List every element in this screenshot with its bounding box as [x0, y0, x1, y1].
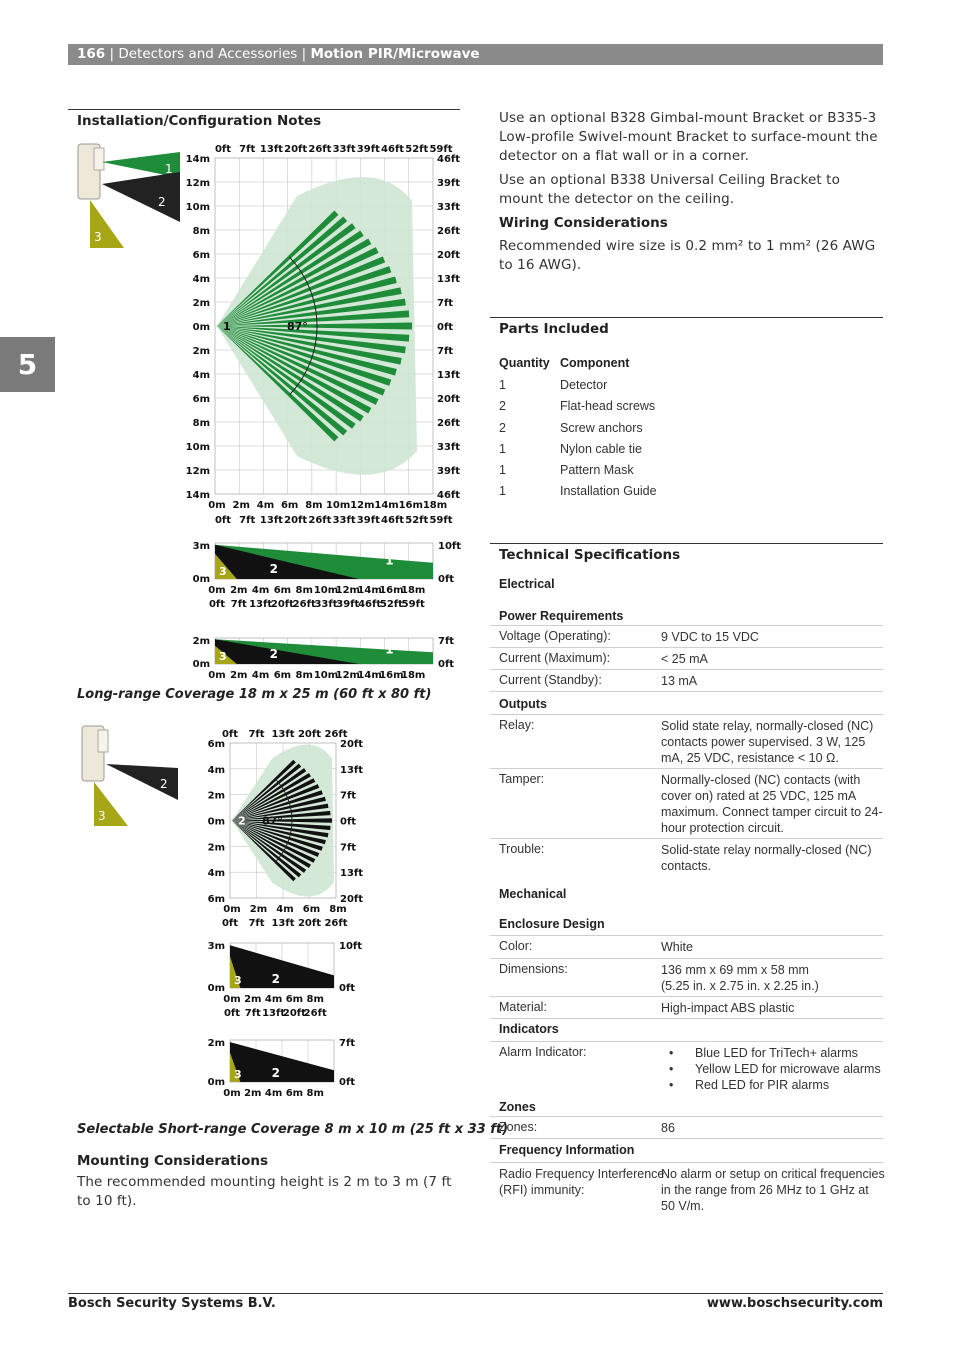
side-m-tick: 12m: [335, 585, 360, 596]
bracket-paragraph-1: Use an optional B328 Gimbal-mount Bracket or B335-3 Low-profile Swivel-mount Bracket to surface-mount the detector on a flat wall or in a corner.: [499, 110, 878, 164]
side-zone-3-label: 3: [234, 1068, 242, 1081]
ft-top-tick: 0ft: [221, 729, 239, 740]
side-m-tick: 6m: [285, 1088, 304, 1099]
ft-bottom-tick: 59ft: [429, 515, 453, 526]
product-name: Motion PIR/Microwave: [310, 46, 480, 62]
origin-zone-label: 2: [238, 814, 246, 828]
short-range-side-view-1: [208, 941, 363, 1019]
y-ft-tick: 20ft: [437, 250, 461, 261]
y-m-tick: 14m: [185, 154, 210, 165]
m-bottom-tick: 12m: [350, 500, 375, 511]
side-m-tick: 8m: [306, 1088, 324, 1099]
side-m-tick: 6m: [273, 670, 292, 681]
side-m-tick: 4m: [264, 994, 283, 1005]
m-bottom-tick: 18m: [422, 500, 448, 511]
y-ft-tick: 7ft: [340, 790, 357, 802]
parts-rule: [490, 317, 883, 318]
y-m-tick: 14m: [185, 490, 210, 501]
y-ft-tick: 13ft: [437, 274, 461, 285]
voltage-label: Voltage (Operating):: [499, 629, 611, 643]
material-label: Material:: [499, 1000, 547, 1014]
rfi-label: [499, 1166, 664, 1198]
y-ft-tick: 26ft: [437, 226, 461, 237]
side-ft-top: 7ft: [438, 636, 455, 647]
y-m-tick: 6m: [192, 250, 210, 261]
y-ft-tick: 7ft: [437, 346, 454, 357]
side-ft-tick: 0ft: [208, 599, 226, 610]
outputs-row: [490, 692, 883, 715]
parts-comp-4: Pattern Mask: [560, 463, 634, 478]
m-bottom-tick: 6m: [302, 904, 321, 915]
parts-comp-2: Screw anchors: [560, 420, 643, 435]
parts-qty-list: [499, 378, 506, 506]
side-ft-tick: 26ft: [292, 599, 316, 610]
dimensions-imperial: (5.25 in. x 2.75 in. x 2.25 in.): [661, 979, 819, 993]
side-m-tick: 12m: [335, 670, 360, 681]
m-bottom-tick: 4m: [256, 500, 275, 511]
y-ft-tick: 46ft: [437, 490, 461, 501]
y-m-tick: 12m: [185, 466, 210, 477]
y-m-tick: 6m: [192, 394, 210, 405]
side-m-tick: 10m: [313, 585, 339, 596]
ft-top-tick: 7ft: [248, 729, 265, 740]
zones-value: 86: [661, 1121, 675, 1135]
ft-bottom-tick: 0ft: [214, 515, 232, 526]
parts-comp-0: Detector: [560, 378, 608, 392]
zone-3-label: 3: [94, 230, 102, 244]
y-m-tick: 0m: [192, 322, 210, 333]
indicators-heading: Indicators: [499, 1022, 559, 1036]
zone-3-label-short: 3: [98, 809, 106, 823]
y-m-tick: 8m: [192, 226, 210, 237]
footer-url: www.boschsecurity.com: [706, 1296, 883, 1311]
mechanical-heading: Mechanical: [499, 887, 567, 901]
side-ft-bottom: 0ft: [339, 983, 356, 994]
ft-bottom-tick: 13ft: [271, 918, 295, 929]
side-m-tick: 16m: [379, 670, 404, 681]
ft-top-tick: 20ft: [297, 729, 322, 740]
relay-value: Solid state relay, normally-closed (NC) contacts power supervised. 3 W, 125 mA, 25 VDC, resistance < 10 Ω.: [661, 719, 874, 765]
specs-rule: [490, 543, 883, 544]
ft-top-tick: 13ft: [259, 144, 283, 155]
y-m-tick: 4m: [192, 370, 210, 381]
side-m-top: 3m: [192, 541, 210, 552]
ft-bottom-tick: 20ft: [284, 515, 308, 526]
ft-bottom-tick: 20ft: [297, 918, 322, 929]
tamper-value: Normally-closed (NC) contacts (with cover on) rated at 25 VDC, 125 mA maximum. Connect tamper circuit to 24-hour protection circuit.: [661, 773, 883, 835]
dimensions-row: [490, 959, 883, 997]
bracket-paragraph-2: Use an optional B338 Universal Ceiling Bracket to mount the detector on the ceiling.: [499, 172, 840, 207]
zone-2-label-short: 2: [160, 777, 168, 791]
voltage-row: [490, 626, 883, 648]
chapter-tab: 5: [0, 337, 55, 392]
alarm-indicator-label: Alarm Indicator:: [499, 1045, 587, 1059]
side-ft-top: 10ft: [438, 541, 462, 552]
side-m-bottom: 0m: [192, 659, 210, 670]
zones-heading-row: [490, 1096, 883, 1117]
y-m-tick: 4m: [192, 274, 210, 285]
side-ft-top: 10ft: [339, 941, 363, 952]
side-ft-bottom: 0ft: [438, 574, 455, 585]
mounting-text: The recommended mounting height is 2 m to 3 m (7 ft to 10 ft).: [77, 1174, 452, 1209]
side-ft-bottom: 0ft: [438, 659, 455, 670]
alarm-indicator-value: [661, 1045, 886, 1093]
side-ft-top: 7ft: [339, 1038, 356, 1049]
side-m-top: 3m: [207, 941, 225, 952]
ft-bottom-tick: 39ft: [356, 515, 380, 526]
ft-bottom-tick: 26ft: [324, 918, 348, 929]
m-bottom-tick: 6m: [280, 500, 299, 511]
side-zone-2-label: 2: [269, 562, 279, 576]
relay-row: [490, 715, 883, 769]
m-bottom-tick: 8m: [329, 904, 347, 915]
ft-top-tick: 33ft: [332, 144, 356, 155]
y-ft-tick: 46ft: [437, 154, 461, 165]
wiring-text: Recommended wire size is 0.2 mm² to 1 mm² (26 AWG to 16 AWG).: [499, 238, 876, 273]
ft-top-tick: 46ft: [381, 144, 405, 155]
m-bottom-tick: 4m: [276, 904, 294, 915]
rfi-row: [490, 1163, 885, 1213]
side-zone-2-label: 2: [271, 1066, 280, 1080]
y-ft-tick: 33ft: [437, 202, 461, 213]
m-bottom-tick: 2m: [232, 500, 250, 511]
ft-top-tick: 52ft: [405, 144, 429, 155]
color-value: White: [661, 940, 693, 954]
parts-col-quantity: Quantity: [499, 356, 550, 370]
short-range-top-view: [208, 729, 364, 929]
y-m-tick: 4m: [207, 868, 225, 880]
side-zone-3-label: 3: [219, 650, 227, 663]
m-bottom-tick: 2m: [249, 904, 268, 915]
ft-bottom-tick: 7ft: [239, 515, 256, 526]
long-range-side-view-2: [193, 636, 455, 681]
y-m-tick: 6m: [207, 894, 225, 905]
side-m-tick: 4m: [264, 1088, 283, 1099]
y-m-tick: 10m: [185, 202, 210, 213]
power-heading: Power Requirements: [499, 609, 624, 623]
ft-top-tick: 7ft: [239, 144, 256, 155]
dimensions-value: [661, 962, 886, 994]
y-m-tick: 2m: [192, 346, 210, 357]
dimensions-metric: 136 mm x 69 mm x 58 mm: [661, 963, 809, 977]
y-m-tick: 4m: [207, 764, 225, 776]
side-m-tick: 14m: [357, 670, 382, 681]
parts-col-component: Component: [560, 356, 630, 370]
mounting-title: Mounting Considerations: [77, 1153, 269, 1169]
m-bottom-tick: 16m: [398, 500, 423, 511]
zone-1-label: 1: [165, 162, 173, 176]
y-ft-tick: 0ft: [340, 816, 357, 828]
footer-company: Bosch Security Systems B.V.: [68, 1296, 276, 1311]
y-m-tick: 2m: [192, 298, 210, 309]
ft-bottom-tick: 0ft: [221, 918, 239, 929]
relay-label: Relay:: [499, 718, 535, 732]
y-m-tick: 12m: [185, 178, 210, 189]
section-name: Detectors and Accessories: [118, 46, 298, 62]
alarm-indicator-row: [490, 1042, 883, 1095]
enclosure-heading: Enclosure Design: [499, 917, 605, 931]
current-max-label: Current (Maximum):: [499, 651, 611, 665]
detector-side-icon-short: [82, 726, 178, 826]
y-ft-tick: 20ft: [437, 394, 461, 405]
wiring-title: Wiring Considerations: [499, 215, 668, 231]
power-row: [490, 606, 883, 626]
alarm-indicator-list: [661, 1045, 886, 1093]
ft-top-tick: 26ft: [308, 144, 332, 155]
tamper-label: Tamper:: [499, 772, 545, 786]
specs-title: Technical Specifications: [499, 547, 681, 563]
short-range-diagram: [68, 720, 468, 1105]
page-header: 166 | Detectors and Accessories | Motion PIR/Microwave: [68, 44, 883, 65]
side-ft-tick: 13ft: [262, 1008, 286, 1019]
side-m-tick: 0m: [208, 585, 226, 596]
long-range-diagram: [68, 138, 468, 688]
side-m-tick: 4m: [251, 670, 270, 681]
trouble-value: Solid-state relay normally-closed (NC) contacts.: [661, 843, 872, 873]
side-m-tick: 10m: [313, 670, 339, 681]
rfi-value: No alarm or setup on critical frequencies in the range from 26 MHz to 1 GHz at 50 V/m.: [661, 1167, 885, 1213]
parts-qty-4: 1: [499, 463, 506, 478]
parts-comp-5: Installation Guide: [560, 484, 657, 499]
indicators-row: [490, 1019, 883, 1042]
parts-qty-1: 2: [499, 399, 506, 414]
side-ft-tick: 13ft: [249, 599, 273, 610]
ft-bottom-tick: 26ft: [308, 515, 332, 526]
side-m-tick: 0m: [208, 670, 226, 681]
ft-bottom-tick: 52ft: [405, 515, 429, 526]
ft-top-tick: 20ft: [284, 144, 308, 155]
side-ft-tick: 33ft: [314, 599, 338, 610]
y-m-tick: 10m: [185, 442, 210, 453]
y-m-tick: 8m: [192, 418, 210, 429]
side-m-tick: 2m: [244, 1088, 262, 1099]
side-zone-3-label: 3: [234, 974, 242, 987]
zones-heading: Zones: [499, 1100, 536, 1114]
side-ft-tick: 39ft: [336, 599, 360, 610]
y-m-tick: 2m: [207, 842, 225, 854]
side-zone-1-label: 1: [385, 553, 394, 568]
side-m-tick: 14m: [357, 585, 382, 596]
side-zone-2-label: 2: [271, 972, 280, 986]
y-m-tick: 0m: [207, 816, 225, 828]
y-ft-tick: 7ft: [437, 298, 454, 309]
parts-qty-2: 2: [499, 420, 506, 435]
current-max-row: [490, 648, 883, 670]
side-m-bottom: 0m: [207, 1077, 225, 1088]
side-m-tick: 2m: [244, 994, 262, 1005]
side-ft-tick: 20ft: [270, 599, 294, 610]
side-m-tick: 18m: [401, 670, 426, 681]
y-ft-tick: 26ft: [437, 418, 461, 429]
frequency-heading: Frequency Information: [499, 1143, 635, 1157]
y-ft-tick: 39ft: [437, 466, 461, 477]
side-m-tick: 8m: [295, 670, 313, 681]
parts-comp-3: Nylon cable tie: [560, 441, 642, 456]
enclosure-row: [490, 912, 883, 936]
side-ft-tick: 59ft: [401, 599, 425, 610]
parts-title: Parts Included: [499, 321, 609, 337]
page-number: 166: [77, 46, 106, 62]
ft-bottom-tick: 33ft: [332, 515, 356, 526]
ft-top-tick: 13ft: [271, 729, 295, 740]
parts-comp-list: [560, 378, 657, 506]
parts-qty-5: 1: [499, 484, 506, 499]
short-range-caption: Selectable Short-range Coverage 8 m x 10 m (25 ft x 33 ft): [77, 1122, 509, 1137]
zone-2-label: 2: [158, 195, 166, 209]
alarm-indicator-item-1: • Yellow LED for microwave alarms: [661, 1061, 886, 1077]
detector-side-icon: [78, 144, 180, 248]
side-m-bottom: 0m: [207, 983, 225, 994]
voltage-value: 9 VDC to 15 VDC: [661, 630, 759, 644]
side-m-tick: 6m: [273, 585, 292, 596]
outputs-heading: Outputs: [499, 697, 547, 711]
y-ft-tick: 13ft: [340, 868, 364, 880]
alarm-indicator-item-2: • Red LED for PIR alarms: [661, 1077, 886, 1093]
material-value: High-impact ABS plastic: [661, 1001, 795, 1015]
zones-label: Zones:: [499, 1120, 538, 1134]
rfi-label-line1: Radio Frequency Interference: [499, 1167, 665, 1181]
parts-qty-0: 1: [499, 378, 506, 392]
y-m-tick: 6m: [207, 739, 225, 750]
current-standby-value: 13 mA: [661, 674, 698, 688]
ft-bottom-tick: 46ft: [381, 515, 405, 526]
origin-zone-label: 1: [223, 320, 231, 333]
zones-row: [490, 1117, 883, 1139]
y-ft-tick: 33ft: [437, 442, 461, 453]
side-m-bottom: 0m: [192, 574, 210, 585]
material-row: [490, 997, 883, 1019]
ft-top-tick: 39ft: [356, 144, 380, 155]
y-ft-tick: 7ft: [340, 842, 357, 854]
current-standby-row: [490, 670, 883, 692]
y-m-tick: 2m: [207, 790, 225, 802]
side-zone-2-label: 2: [269, 647, 279, 661]
y-ft-tick: 0ft: [437, 322, 454, 333]
side-ft-tick: 7ft: [230, 599, 247, 610]
short-range-side-view-2: [208, 1038, 356, 1099]
side-m-top: 2m: [192, 636, 210, 647]
side-ft-tick: 52ft: [379, 599, 403, 610]
side-m-tick: 0m: [223, 1088, 241, 1099]
m-bottom-tick: 10m: [325, 500, 351, 511]
current-standby-label: Current (Standby):: [499, 673, 602, 687]
color-label: Color:: [499, 939, 533, 953]
electrical-heading: Electrical: [499, 577, 555, 591]
angle-label: 87°: [262, 814, 283, 828]
ft-bottom-tick: 7ft: [248, 918, 265, 929]
parts-qty-3: 1: [499, 441, 506, 456]
side-m-tick: 8m: [306, 994, 324, 1005]
side-ft-tick: 0ft: [223, 1008, 241, 1019]
angle-label: 87°: [287, 320, 308, 333]
side-zone-3-label: 3: [219, 565, 227, 578]
parts-comp-1: Flat-head screws: [560, 399, 656, 414]
side-m-tick: 6m: [285, 994, 304, 1005]
ft-top-tick: 59ft: [429, 144, 453, 155]
side-m-tick: 2m: [230, 670, 248, 681]
rfi-label-line2: (RFI) immunity:: [499, 1183, 585, 1197]
ft-bottom-tick: 13ft: [259, 515, 283, 526]
side-ft-tick: 46ft: [358, 599, 382, 610]
long-range-top-view: [186, 144, 461, 526]
side-m-top: 2m: [207, 1038, 225, 1049]
side-zone-1-label: 1: [385, 642, 394, 657]
side-m-tick: 8m: [295, 585, 313, 596]
long-range-caption: Long-range Coverage 18 m x 25 m (60 ft x 80 ft): [77, 687, 432, 702]
y-ft-tick: 13ft: [437, 370, 461, 381]
section-rule: [68, 109, 460, 110]
long-range-side-view-1: [193, 541, 462, 610]
y-ft-tick: 20ft: [340, 894, 364, 905]
ft-top-tick: 26ft: [324, 729, 348, 740]
side-ft-bottom: 0ft: [339, 1077, 356, 1088]
side-ft-tick: 7ft: [244, 1008, 261, 1019]
side-m-tick: 18m: [401, 585, 426, 596]
m-bottom-tick: 0m: [223, 904, 241, 915]
m-bottom-tick: 14m: [374, 500, 399, 511]
install-title: Installation/Configuration Notes: [77, 113, 322, 129]
side-ft-tick: 20ft: [282, 1008, 306, 1019]
side-m-tick: 2m: [230, 585, 248, 596]
current-max-value: < 25 mA: [661, 652, 708, 666]
y-ft-tick: 39ft: [437, 178, 461, 189]
side-m-tick: 4m: [251, 585, 270, 596]
m-bottom-tick: 8m: [305, 500, 323, 511]
m-bottom-tick: 0m: [208, 500, 226, 511]
dimensions-label: Dimensions:: [499, 962, 568, 976]
footer-rule: [68, 1293, 883, 1294]
y-ft-tick: 20ft: [340, 739, 364, 750]
side-ft-tick: 26ft: [303, 1008, 327, 1019]
ft-top-tick: 0ft: [214, 144, 232, 155]
trouble-row: [490, 839, 883, 879]
color-row: [490, 936, 883, 959]
y-ft-tick: 13ft: [340, 764, 364, 776]
alarm-indicator-item-0: • Blue LED for TriTech+ alarms: [661, 1045, 886, 1061]
side-m-tick: 0m: [223, 994, 241, 1005]
trouble-label: Trouble:: [499, 842, 545, 856]
frequency-heading-row: [490, 1139, 883, 1163]
side-m-tick: 16m: [379, 585, 404, 596]
tamper-row: [490, 769, 883, 839]
